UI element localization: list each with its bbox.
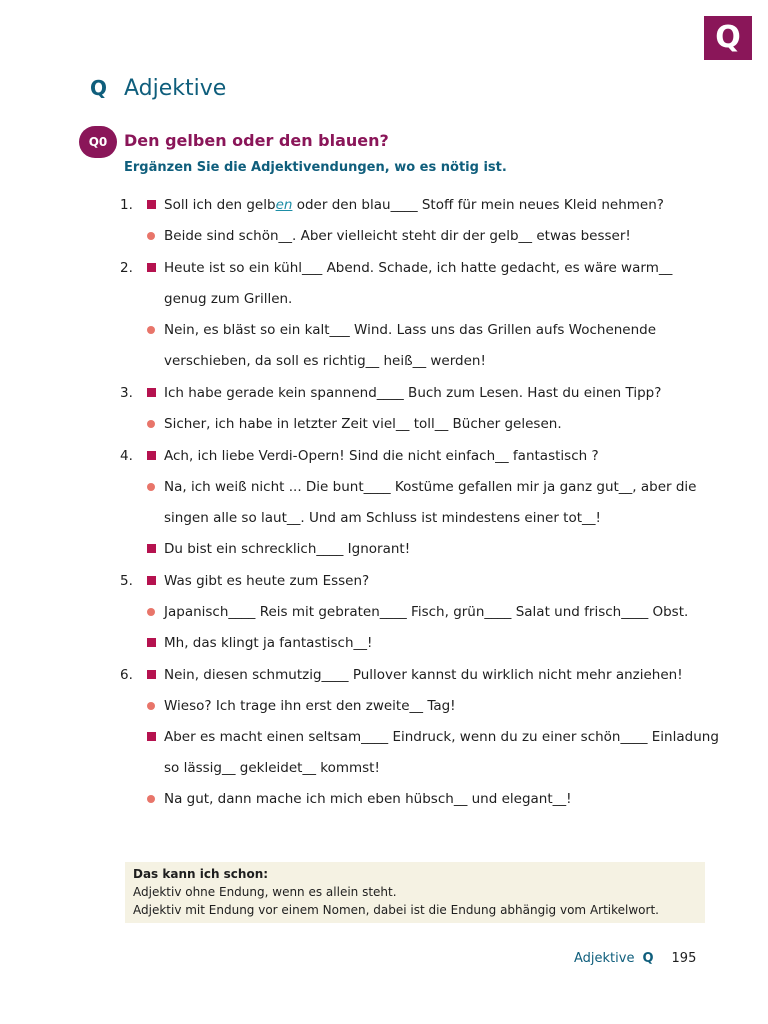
dialogue-line <box>120 253 720 284</box>
example-answer: en <box>275 197 293 213</box>
item-number: 1. <box>120 197 133 213</box>
speaker-square-icon <box>144 722 164 753</box>
exercise-item <box>120 378 720 440</box>
footer-chapter-letter: Q <box>642 951 654 966</box>
dialogue-line <box>120 597 720 628</box>
line-text: Aber es macht einen seltsam____ Eindruck, wenn du zu einer schön____ Einladung <box>164 729 719 745</box>
speaker-circle-icon <box>144 472 164 503</box>
dialogue-line <box>120 441 720 472</box>
exercise-badge: Q0 <box>79 126 117 158</box>
item-number <box>120 284 144 315</box>
chapter-letter: Q <box>90 76 108 100</box>
summary-line: Adjektiv mit Endung vor einem Nomen, dabei ist die Endung abhängig vom Artikelwort. <box>133 903 659 917</box>
speaker-circle-icon <box>144 221 164 252</box>
exercise-item <box>120 190 720 252</box>
item-number <box>120 346 144 377</box>
marker-spacer <box>144 346 164 377</box>
speaker-circle-icon <box>144 315 164 346</box>
item-number <box>120 722 144 753</box>
speaker-square-icon <box>144 660 164 691</box>
speaker-circle-icon <box>144 409 164 440</box>
summary-box <box>125 862 705 923</box>
dialogue-line <box>120 315 720 346</box>
line-text: singen alle so laut__. Und am Schluss ist mindestens einer tot__! <box>164 510 601 526</box>
speaker-square-icon <box>144 190 164 221</box>
item-number <box>120 691 144 722</box>
speaker-square-icon <box>144 628 164 659</box>
item-number <box>120 315 144 346</box>
dialogue-line <box>120 784 720 815</box>
line-text: Heute ist so ein kühl___ Abend. Schade, ich hatte gedacht, es wäre warm__ <box>164 260 673 276</box>
dialogue-line <box>120 346 720 377</box>
item-number: 5. <box>120 573 133 589</box>
item-number <box>120 534 144 565</box>
page-number: 195 <box>671 951 697 966</box>
item-number <box>120 503 144 534</box>
line-text: Du bist ein schrecklich____ Ignorant! <box>164 541 411 557</box>
chapter-title: Adjektive <box>124 76 227 101</box>
speaker-circle-icon <box>144 691 164 722</box>
speaker-square-icon <box>144 378 164 409</box>
dialogue-line <box>120 691 720 722</box>
chapter-tab-badge: Q <box>704 16 752 60</box>
line-text: Japanisch____ Reis mit gebraten____ Fisch, grün____ Salat und frisch____ Obst. <box>164 604 689 620</box>
line-text: verschieben, da soll es richtig__ heiß__ werden! <box>164 353 486 369</box>
dialogue-line <box>120 472 720 503</box>
item-number <box>120 597 144 628</box>
dialogue-line <box>120 284 720 315</box>
exercise-item <box>120 660 720 815</box>
speaker-square-icon <box>144 566 164 597</box>
dialogue-line <box>120 566 720 597</box>
exercise-item <box>120 253 720 377</box>
speaker-circle-icon <box>144 597 164 628</box>
marker-spacer <box>144 284 164 315</box>
item-number: 2. <box>120 260 133 276</box>
item-number: 6. <box>120 667 133 683</box>
dialogue-line <box>120 190 720 221</box>
footer-chapter-label: Adjektive <box>574 951 635 966</box>
chapter-header <box>90 76 226 106</box>
line-text: Ich habe gerade kein spannend____ Buch zum Lesen. Hast du einen Tipp? <box>164 385 662 401</box>
exercise-instruction: Ergänzen Sie die Adjektivendungen, wo es nötig ist. <box>124 160 507 175</box>
summary-heading: Das kann ich schon: <box>133 867 269 881</box>
marker-spacer <box>144 503 164 534</box>
line-text-after: oder den blau____ Stoff für mein neues Kleid nehmen? <box>292 197 664 213</box>
item-number <box>120 784 144 815</box>
item-number <box>120 628 144 659</box>
speaker-square-icon <box>144 534 164 565</box>
page-footer <box>574 951 696 966</box>
exercise-list <box>120 190 720 816</box>
dialogue-line <box>120 378 720 409</box>
line-text: Wieso? Ich trage ihn erst den zweite__ Tag! <box>164 698 456 714</box>
dialogue-line <box>120 503 720 534</box>
line-text: Mh, das klingt ja fantastisch__! <box>164 635 373 651</box>
speaker-square-icon <box>144 253 164 284</box>
summary-line: Adjektiv ohne Endung, wenn es allein steht. <box>133 885 397 899</box>
dialogue-line <box>120 409 720 440</box>
item-number: 4. <box>120 448 133 464</box>
dialogue-line <box>120 534 720 565</box>
line-text: Was gibt es heute zum Essen? <box>164 573 370 589</box>
line-text: Nein, diesen schmutzig____ Pullover kannst du wirklich nicht mehr anziehen! <box>164 667 683 683</box>
line-text: Na, ich weiß nicht ... Die bunt____ Kostüme gefallen mir ja ganz gut__, aber die <box>164 479 697 495</box>
line-text: genug zum Grillen. <box>164 291 293 307</box>
speaker-circle-icon <box>144 784 164 815</box>
exercise-title: Den gelben oder den blauen? <box>124 131 389 150</box>
dialogue-line <box>120 722 720 753</box>
dialogue-line <box>120 660 720 691</box>
line-text-before: Soll ich den gelb <box>164 197 276 213</box>
line-text: so lässig__ gekleidet__ kommst! <box>164 760 380 776</box>
line-text: Beide sind schön__. Aber vielleicht steht dir der gelb__ etwas besser! <box>164 228 631 244</box>
item-number <box>120 472 144 503</box>
dialogue-line <box>120 221 720 252</box>
item-number <box>120 221 144 252</box>
line-text: Nein, es bläst so ein kalt___ Wind. Lass uns das Grillen aufs Wochenende <box>164 322 657 338</box>
line-text: Sicher, ich habe in letzter Zeit viel__ toll__ Bücher gelesen. <box>164 416 562 432</box>
item-number <box>120 753 144 784</box>
dialogue-line <box>120 753 720 784</box>
item-number: 3. <box>120 385 133 401</box>
marker-spacer <box>144 753 164 784</box>
line-text: Na gut, dann mache ich mich eben hübsch__ und elegant__! <box>164 791 572 807</box>
exercise-item <box>120 441 720 565</box>
dialogue-line <box>120 628 720 659</box>
item-number <box>120 409 144 440</box>
speaker-square-icon <box>144 441 164 472</box>
line-text <box>164 190 720 221</box>
exercise-item <box>120 566 720 659</box>
line-text: Ach, ich liebe Verdi-Opern! Sind die nicht einfach__ fantastisch ? <box>164 448 599 464</box>
